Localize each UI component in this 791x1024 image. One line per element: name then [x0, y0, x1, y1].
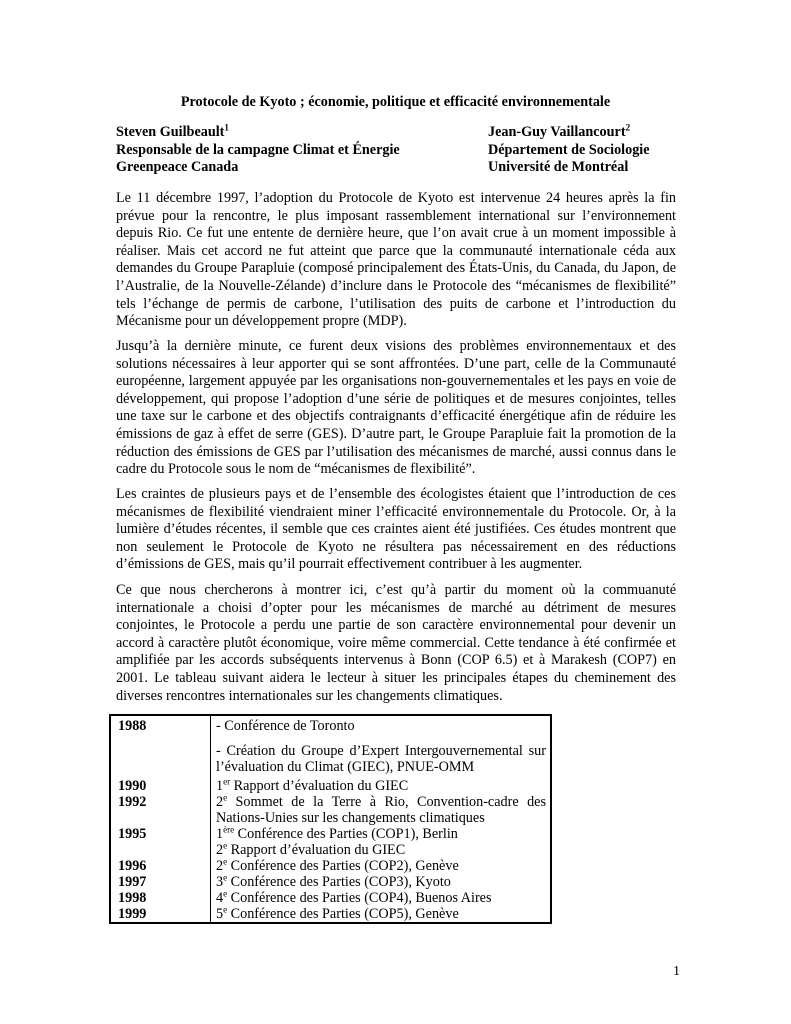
footnote-ref: 1 — [224, 122, 229, 133]
event-cell: 1er Rapport d’évaluation du GIEC — [216, 776, 409, 794]
body-paragraph: Les craintes de plusieurs pays et de l’ensemble des écologistes étaient que l’introduction de ces mécanismes de flexibilité viendraient miner l’efficacité environnementale du Protocole. Or, à la lumière d’études récentes, il semble que ces craintes aient été justifiées. Ces études montrent que non seulement le Protocole de Kyoto ne résultera pas nécessairement en des réductions d’émissions de GES, mais qu’il pourrait effectivement contribuer à les augmenter. — [116, 486, 676, 573]
author-role: Responsable de la campagne Climat et Énergie — [116, 141, 400, 158]
event-cell: 4e Conférence des Parties (COP4), Buenos Aires — [216, 888, 492, 906]
event-cell: 2e Rapport d’évaluation du GIEC — [216, 840, 406, 858]
body-paragraph: Ce que nous chercherons à montrer ici, c’est qu’à partir du moment où la commuanuté internationale a choisi d’opter pour les mécanismes de marché au détriment de mesures conjointes, le Protocole a perdu une partie de son caractère environnemental pour devenir un accord à caractère plutôt économique, voire même commercial. Cette tendance à été confirmée et amplifiée par les accords subséquents intervenus à Bonn (COP 6.5) et à Marakesh (COP7) en 2001. Le tableau suivant aidera le lecteur à situer les principales étapes du cheminement des diverses rencontres internationales sur les changements climatiques. — [116, 582, 676, 704]
year-cell: 1995 — [118, 826, 147, 842]
year-cell: 1990 — [118, 778, 147, 794]
event-cell: 2e Conférence des Parties (COP2), Genève — [216, 856, 459, 874]
event-cell: 3e Conférence des Parties (COP3), Kyoto — [216, 872, 451, 890]
author-name: Steven Guilbeault$^1$ — [116, 122, 229, 140]
author-org: Greenpeace Canada — [116, 159, 239, 175]
event-cell: - Conférence de Toronto — [216, 718, 355, 734]
page-number: 1 — [673, 964, 680, 979]
footnote-ref: 2 — [625, 122, 631, 133]
event-cell: 5e Conférence des Parties (COP5), Genève — [216, 904, 459, 922]
year-cell: 1998 — [118, 890, 147, 906]
year-cell: 1997 — [118, 874, 147, 890]
author-role: Département de Sociologie — [488, 141, 650, 158]
year-cell: 1999 — [118, 906, 147, 922]
author-left — [116, 124, 456, 177]
event-cell: 1ère Conférence des Parties (COP1), Berlin — [216, 824, 458, 842]
author-right — [488, 124, 688, 177]
year-cell: 1988 — [118, 718, 147, 734]
body-paragraph: Jusqu’à la dernière minute, ce furent deux visions des problèmes environnementaux et des solutions nécessaires à leur apporter qui se sont affrontées. D’une part, celle de la Communauté européenne, largement appuyée par les organisations non-gouvernementales et les pays en voie de développement, qui propose l’adoption d’une série de politiques et de mesures conjointes, telles une taxe sur le carbone et des objectifs contraignants d’efficacité énergétique afin de réduire les émissions de gaz à effet de serre (GES). D’autre part, le Groupe Parapluie fait la promotion de la réduction des émissions de GES par l’utilisation des mécanismes de marché, aussi connus dans le cadre du Protocole sous le nom de “mécanismes de flexibilité”. — [116, 338, 676, 478]
author-org: Université de Montréal — [488, 159, 629, 175]
document-title: Protocole de Kyoto ; économie, politique et efficacité environnementale — [180, 94, 611, 110]
author-name: Jean-Guy Vaillancourt$^2$ — [488, 122, 631, 140]
column-divider — [210, 716, 211, 922]
event-cell: 2e Sommet de la Terre à Rio, Convention-cadre des Nations-Unies sur les changements climatiques — [216, 792, 546, 827]
body-paragraph: Le 11 décembre 1997, l’adoption du Protocole de Kyoto est intervenue 24 heures après la fin prévue pour la rencontre, le plus imposant rassemblement international sur l’environnement depuis Rio. Ce fut une entente de dernière heure, que l’on avait crue à un moment impossible à réaliser. Mais cet accord ne fut atteint que parce que la communauté internationale céda aux demandes du Groupe Parapluie (composé principalement des États-Unis, du Canada, du Japon, de l’Australie, de la Nouvelle-Zélande) d’inclure dans le Protocole des “mécanismes de flexibilité” tels l’échange de permis de carbone, l’utilisation des puits de carbone et l’introduction du Mécanisme pour un développement propre (MDP). — [116, 190, 676, 330]
event-cell: - Création du Groupe d’Expert Intergouvernemental sur l’évaluation du Climat (GIEC), PNUE-OMM — [216, 743, 546, 776]
timeline-table — [109, 714, 552, 924]
year-cell: 1992 — [118, 794, 147, 810]
year-cell: 1996 — [118, 858, 147, 874]
